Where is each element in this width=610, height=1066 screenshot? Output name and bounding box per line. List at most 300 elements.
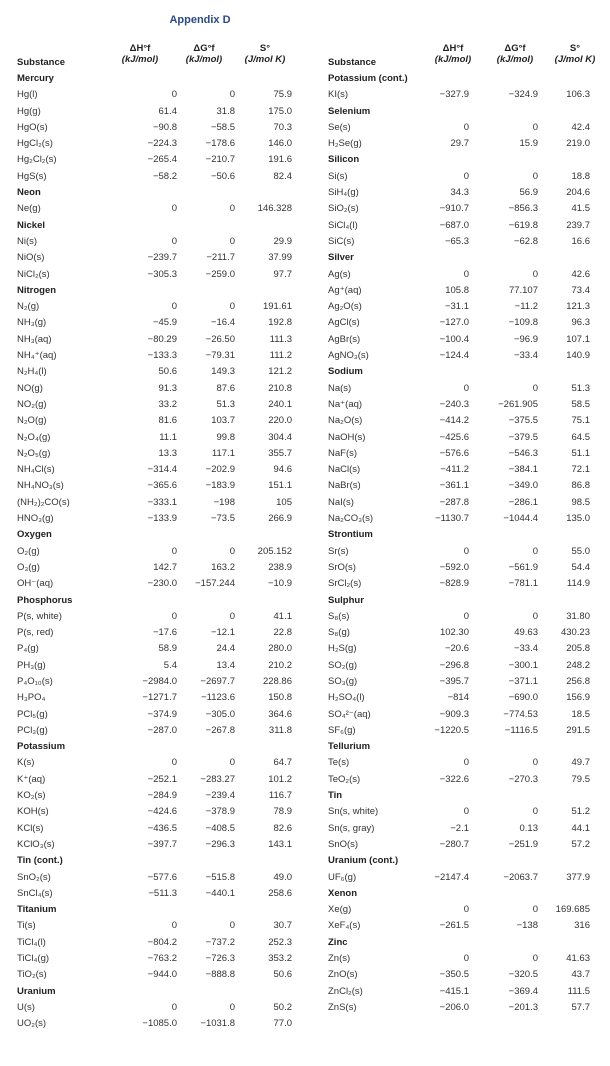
enthalpy-value: −828.9 <box>439 578 469 590</box>
entropy-value: 140.9 <box>566 350 590 362</box>
entropy-value: 51.2 <box>571 806 590 818</box>
gibbs-value: −62.8 <box>513 235 538 247</box>
enthalpy-value: −58.2 <box>152 170 177 182</box>
table-row <box>328 772 590 788</box>
substance-name: TiCl₄(g) <box>17 953 50 965</box>
enthalpy-value: 0 <box>171 89 177 101</box>
table-row <box>328 690 590 706</box>
header-enthalpy-symbol: ΔH°f <box>442 43 464 54</box>
table-row <box>17 201 292 217</box>
substance-name: KOH(s) <box>17 806 49 818</box>
table-row <box>328 674 590 690</box>
entropy-value: 78.9 <box>273 806 292 818</box>
entropy-value: 239.7 <box>566 219 590 231</box>
substance-name: N₂(g) <box>17 301 40 313</box>
entropy-value: 96.3 <box>571 317 590 329</box>
substance-name: Na⁺(aq) <box>328 398 363 410</box>
gibbs-value: −1123.6 <box>201 692 235 704</box>
substance-name: N₂O(g) <box>17 415 47 427</box>
substance-name: NaF(s) <box>328 447 358 459</box>
entropy-value: 377.9 <box>566 871 590 883</box>
table-row <box>328 136 590 152</box>
substance-name: SiH₄(g) <box>328 187 359 199</box>
section-heading: Tin <box>328 790 343 802</box>
entropy-value: 44.1 <box>571 822 590 834</box>
substance-name: Na(s) <box>328 382 352 394</box>
entropy-value: 75.9 <box>273 89 292 101</box>
table-row <box>328 984 590 1000</box>
substance-name: NaCl(s) <box>328 464 361 476</box>
gibbs-value: −210.7 <box>205 154 235 166</box>
entropy-value: 22.8 <box>273 627 292 639</box>
substance-name: NiCl₂(s) <box>17 268 50 280</box>
substance-name: P(s, red) <box>17 627 54 639</box>
entropy-value: 228.86 <box>262 675 292 687</box>
gibbs-value: 31.8 <box>216 105 235 117</box>
section-heading-row <box>328 250 590 266</box>
section-heading: Selenium <box>328 105 371 117</box>
gibbs-value: −283.27 <box>200 773 235 785</box>
enthalpy-value: −1130.7 <box>435 513 469 525</box>
substance-name: P₄(g) <box>17 643 39 655</box>
header-enthalpy-symbol: ΔH°f <box>129 43 151 54</box>
substance-name: SiCl₄(l) <box>328 219 358 231</box>
entropy-value: 252.3 <box>268 936 292 948</box>
table-row <box>328 430 590 446</box>
header-gibbs-left <box>169 43 239 65</box>
table-row <box>17 446 292 462</box>
gibbs-value: −2063.7 <box>503 871 538 883</box>
substance-name: K(s) <box>17 757 35 769</box>
enthalpy-value: −252.1 <box>147 773 177 785</box>
substance-name: NH₃(aq) <box>17 333 52 345</box>
substance-name: Ti(s) <box>17 920 36 932</box>
substance-name: K⁺(aq) <box>17 773 46 785</box>
entropy-value: 41.1 <box>273 610 292 622</box>
entropy-value: 204.6 <box>566 187 590 199</box>
enthalpy-value: −80.29 <box>147 333 177 345</box>
gibbs-value: −379.5 <box>508 431 538 443</box>
entropy-value: 311.8 <box>268 724 292 736</box>
substance-name: ZnCl₂(s) <box>328 985 363 997</box>
entropy-value: 151.1 <box>268 480 292 492</box>
gibbs-value: 0 <box>532 806 538 818</box>
table-row <box>17 332 292 348</box>
gibbs-value: −73.5 <box>210 513 235 525</box>
table-row <box>328 120 590 136</box>
table-row <box>328 267 590 283</box>
substance-name: TeO₂(s) <box>328 773 361 785</box>
header-gibbs-symbol: ΔG°f <box>504 43 526 54</box>
table-row <box>328 625 590 641</box>
table-row <box>17 658 292 674</box>
gibbs-value: −296.3 <box>205 838 235 850</box>
substance-name: NiO(s) <box>17 252 45 264</box>
entropy-value: 205.8 <box>566 643 590 655</box>
table-row <box>17 1016 292 1032</box>
header-gibbs-unit: (kJ/mol) <box>185 54 223 65</box>
section-heading: Uranium <box>17 985 56 997</box>
entropy-value: 353.2 <box>268 953 292 965</box>
table-row <box>328 169 590 185</box>
gibbs-value: 51.3 <box>216 398 235 410</box>
section-heading: Titanium <box>17 904 57 916</box>
enthalpy-value: −284.9 <box>147 790 177 802</box>
entropy-value: 114.9 <box>566 578 590 590</box>
gibbs-value: −349.0 <box>508 480 538 492</box>
entropy-value: 210.2 <box>268 659 292 671</box>
section-heading: Silicon <box>328 154 360 166</box>
table-row <box>328 918 590 934</box>
gibbs-value: −1031.8 <box>200 1018 235 1030</box>
substance-name: H₃PO₄ <box>17 692 46 704</box>
enthalpy-value: −411.2 <box>440 464 469 476</box>
table-row <box>17 755 292 771</box>
table-row <box>17 234 292 250</box>
gibbs-value: 15.9 <box>519 138 538 150</box>
substance-name: TiO₂(s) <box>17 969 47 981</box>
enthalpy-value: 33.2 <box>158 398 177 410</box>
gibbs-value: 49.63 <box>514 627 538 639</box>
header-substance-left: Substance <box>17 57 66 68</box>
table-row <box>17 430 292 446</box>
gibbs-value: 99.8 <box>216 431 235 443</box>
gibbs-value: −286.1 <box>508 496 538 508</box>
substance-name: NaOH(s) <box>328 431 366 443</box>
gibbs-value: −261.905 <box>498 398 538 410</box>
gibbs-value: −96.9 <box>513 333 538 345</box>
table-row <box>17 625 292 641</box>
entropy-value: 75.1 <box>571 415 590 427</box>
gibbs-value: 0 <box>532 904 538 916</box>
enthalpy-value: 61.4 <box>158 105 177 117</box>
table-row <box>328 560 590 576</box>
gibbs-value: 0 <box>229 545 235 557</box>
entropy-value: 143.1 <box>268 838 292 850</box>
entropy-value: 248.2 <box>566 659 590 671</box>
header-enthalpy-unit: (kJ/mol) <box>121 54 159 65</box>
entropy-value: 291.5 <box>566 724 590 736</box>
section-heading: Strontium <box>328 529 373 541</box>
enthalpy-value: 0 <box>171 301 177 313</box>
enthalpy-value: −1085.0 <box>142 1018 177 1030</box>
table-row <box>17 967 292 983</box>
table-row <box>328 348 590 364</box>
table-row <box>17 299 292 315</box>
entropy-value: 175.0 <box>268 105 292 117</box>
substance-name: AgNO₃(s) <box>328 350 369 362</box>
table-row <box>328 397 590 413</box>
gibbs-value: −375.5 <box>508 415 538 427</box>
substance-name: NO₂(g) <box>17 398 47 410</box>
enthalpy-value: −395.7 <box>439 675 469 687</box>
substance-name: ZnO(s) <box>328 969 358 981</box>
entropy-value: 169.685 <box>555 904 590 916</box>
gibbs-value: −305.0 <box>205 708 235 720</box>
enthalpy-value: 11.1 <box>159 431 177 443</box>
entropy-value: 49.7 <box>571 757 590 769</box>
gibbs-value: −888.8 <box>205 969 235 981</box>
enthalpy-value: −100.4 <box>439 333 469 345</box>
gibbs-value: 13.4 <box>216 659 235 671</box>
enthalpy-value: −305.3 <box>147 268 177 280</box>
gibbs-value: −12.1 <box>210 627 235 639</box>
substance-name: SiC(s) <box>328 235 355 247</box>
enthalpy-value: −65.3 <box>444 235 469 247</box>
entropy-value: 266.9 <box>268 513 292 525</box>
enthalpy-value: 105.8 <box>445 284 469 296</box>
enthalpy-value: 0 <box>463 121 469 133</box>
gibbs-value: −26.50 <box>205 333 235 345</box>
enthalpy-value: −261.5 <box>439 920 469 932</box>
table-row <box>17 413 292 429</box>
entropy-value: 240.1 <box>268 398 292 410</box>
enthalpy-value: 0 <box>171 203 177 215</box>
table-row <box>328 299 590 315</box>
table-row <box>328 413 590 429</box>
table-row <box>17 152 292 168</box>
enthalpy-value: −2.1 <box>450 822 469 834</box>
table-row <box>17 886 292 902</box>
table-row <box>328 511 590 527</box>
table-row <box>17 935 292 951</box>
table-row <box>17 267 292 283</box>
section-heading: Tellurium <box>328 741 371 753</box>
substance-name: NH₄⁺(aq) <box>17 350 57 362</box>
table-row <box>17 495 292 511</box>
enthalpy-value: −239.7 <box>147 252 177 264</box>
left-table-column <box>17 71 292 1033</box>
substance-name: S₈(s) <box>328 610 350 622</box>
table-row <box>328 332 590 348</box>
section-heading: Zinc <box>328 936 348 948</box>
substance-name: Hg₂Cl₂(s) <box>17 154 57 166</box>
gibbs-value: 0 <box>229 89 235 101</box>
enthalpy-value: −265.4 <box>147 154 177 166</box>
table-row <box>17 560 292 576</box>
gibbs-value: 0 <box>532 268 538 280</box>
gibbs-value: −384.1 <box>508 464 538 476</box>
section-heading-row <box>17 218 292 234</box>
section-heading-row <box>17 527 292 543</box>
entropy-value: 64.7 <box>273 757 292 769</box>
substance-name: Te(s) <box>328 757 350 769</box>
table-row <box>328 870 590 886</box>
substance-name: AgCl(s) <box>328 317 360 329</box>
gibbs-value: −774.53 <box>503 708 538 720</box>
gibbs-value: −201.3 <box>508 1001 538 1013</box>
substance-name: TiCl₄(l) <box>17 936 46 948</box>
entropy-value: 18.5 <box>571 708 590 720</box>
section-heading-row <box>328 739 590 755</box>
table-row <box>17 1000 292 1016</box>
gibbs-value: 0 <box>229 610 235 622</box>
table-row <box>17 511 292 527</box>
enthalpy-value: −436.5 <box>147 822 177 834</box>
table-row <box>328 315 590 331</box>
entropy-value: 54.4 <box>571 561 590 573</box>
table-row <box>17 104 292 120</box>
gibbs-value: −183.9 <box>205 480 235 492</box>
table-row <box>328 723 590 739</box>
section-heading-row <box>328 104 590 120</box>
substance-name: P(s, white) <box>17 610 62 622</box>
enthalpy-value: −425.6 <box>439 431 469 443</box>
section-heading: Sodium <box>328 366 363 378</box>
enthalpy-value: 0 <box>463 806 469 818</box>
section-heading-row <box>328 364 590 380</box>
right-table-column <box>328 71 590 1016</box>
gibbs-value: −33.4 <box>513 643 538 655</box>
substance-name: NO(g) <box>17 382 43 394</box>
enthalpy-value: −350.5 <box>439 969 469 981</box>
entropy-value: 150.8 <box>268 692 292 704</box>
entropy-value: 70.3 <box>273 121 292 133</box>
substance-name: OH⁻(aq) <box>17 578 54 590</box>
enthalpy-value: −314.4 <box>147 464 177 476</box>
table-row <box>328 902 590 918</box>
table-row <box>17 918 292 934</box>
substance-name: Xe(g) <box>328 904 352 916</box>
substance-name: UF₆(g) <box>328 871 357 883</box>
entropy-value: 16.6 <box>571 235 590 247</box>
entropy-value: 146.0 <box>268 138 292 150</box>
table-row <box>328 804 590 820</box>
substance-name: XeF₄(s) <box>328 920 361 932</box>
entropy-value: 111.3 <box>269 333 292 345</box>
enthalpy-value: 0 <box>463 610 469 622</box>
enthalpy-value: −374.9 <box>147 708 177 720</box>
substance-name: Ag₂O(s) <box>328 301 362 313</box>
gibbs-value: −239.4 <box>205 790 235 802</box>
table-row <box>328 234 590 250</box>
substance-name: H₂Se(g) <box>328 138 362 150</box>
table-row <box>17 315 292 331</box>
table-row <box>17 136 292 152</box>
header-enthalpy-right <box>418 43 488 65</box>
substance-name: Sn(s, gray) <box>328 822 375 834</box>
table-row <box>328 218 590 234</box>
substance-name: HgO(s) <box>17 121 48 133</box>
entropy-value: 111.5 <box>567 985 590 997</box>
substance-name: Ne(g) <box>17 203 41 215</box>
table-row <box>17 462 292 478</box>
enthalpy-value: 0 <box>463 757 469 769</box>
header-gibbs-unit: (kJ/mol) <box>496 54 534 65</box>
gibbs-value: −408.5 <box>205 822 235 834</box>
entropy-value: 51.3 <box>571 382 590 394</box>
enthalpy-value: −414.2 <box>439 415 469 427</box>
table-row <box>328 707 590 723</box>
table-row <box>17 478 292 494</box>
header-entropy-right <box>540 43 610 65</box>
entropy-value: 51.1 <box>571 447 590 459</box>
table-row <box>328 478 590 494</box>
enthalpy-value: −577.6 <box>147 871 177 883</box>
section-heading-row <box>17 593 292 609</box>
section-heading: Mercury <box>17 73 54 84</box>
enthalpy-value: 0 <box>171 1001 177 1013</box>
substance-name: NaBr(s) <box>328 480 361 492</box>
enthalpy-value: −2984.0 <box>142 675 177 687</box>
gibbs-value: −138 <box>516 920 538 932</box>
entropy-value: 316 <box>574 920 590 932</box>
gibbs-value: −300.1 <box>508 659 538 671</box>
enthalpy-value: −327.9 <box>439 89 469 101</box>
entropy-value: 116.7 <box>268 790 292 802</box>
enthalpy-value: −365.6 <box>147 480 177 492</box>
substance-name: SrCl₂(s) <box>328 578 362 590</box>
substance-name: O₂(g) <box>17 545 40 557</box>
gibbs-value: −259.0 <box>205 268 235 280</box>
entropy-value: 42.4 <box>571 121 590 133</box>
table-row <box>328 381 590 397</box>
entropy-value: 121.3 <box>566 301 590 313</box>
entropy-value: 64.5 <box>571 431 590 443</box>
entropy-value: 49.0 <box>273 871 292 883</box>
entropy-value: 94.6 <box>273 464 292 476</box>
substance-name: HgS(s) <box>17 170 47 182</box>
section-heading: Phosphorus <box>17 594 73 606</box>
entropy-value: 256.8 <box>566 675 590 687</box>
table-row <box>328 641 590 657</box>
substance-name: Ni(s) <box>17 235 38 247</box>
substance-name: NH₃(g) <box>17 317 47 329</box>
substance-name: O₃(g) <box>17 561 40 573</box>
entropy-value: 50.6 <box>273 969 292 981</box>
enthalpy-value: 5.4 <box>163 659 177 671</box>
table-row <box>17 870 292 886</box>
entropy-value: 57.2 <box>571 838 590 850</box>
enthalpy-value: 0 <box>463 545 469 557</box>
section-heading-row <box>17 283 292 299</box>
enthalpy-value: −280.7 <box>439 838 469 850</box>
substance-name: HgCl₂(s) <box>17 138 53 150</box>
gibbs-value: 0 <box>532 545 538 557</box>
enthalpy-value: −804.2 <box>147 936 177 948</box>
gibbs-value: 56.9 <box>519 187 538 199</box>
table-row <box>328 576 590 592</box>
enthalpy-value: 81.6 <box>158 415 177 427</box>
enthalpy-value: 0 <box>463 268 469 280</box>
substance-name: H₂S(g) <box>328 643 357 655</box>
enthalpy-value: 0 <box>171 920 177 932</box>
enthalpy-value: −90.8 <box>152 121 177 133</box>
gibbs-value: 0 <box>532 953 538 965</box>
substance-name: N₂O₅(g) <box>17 447 51 459</box>
enthalpy-value: −944.0 <box>147 969 177 981</box>
enthalpy-value: 0 <box>463 382 469 394</box>
section-heading: Neon <box>17 187 41 199</box>
enthalpy-value: −20.6 <box>444 643 469 655</box>
table-row <box>17 87 292 103</box>
entropy-value: 86.8 <box>571 480 590 492</box>
enthalpy-value: −909.3 <box>439 708 469 720</box>
entropy-value: 220.0 <box>268 415 292 427</box>
enthalpy-value: −361.1 <box>439 480 469 492</box>
table-row <box>328 87 590 103</box>
section-heading-row <box>17 739 292 755</box>
substance-name: SrO(s) <box>328 561 356 573</box>
gibbs-value: −546.3 <box>508 447 538 459</box>
section-heading: Nitrogen <box>17 284 57 296</box>
section-heading-row <box>17 984 292 1000</box>
gibbs-value: −856.3 <box>508 203 538 215</box>
gibbs-value: 0.13 <box>519 822 538 834</box>
table-row <box>17 609 292 625</box>
entropy-value: 43.7 <box>571 969 590 981</box>
substance-name: SO₃(g) <box>328 675 358 687</box>
